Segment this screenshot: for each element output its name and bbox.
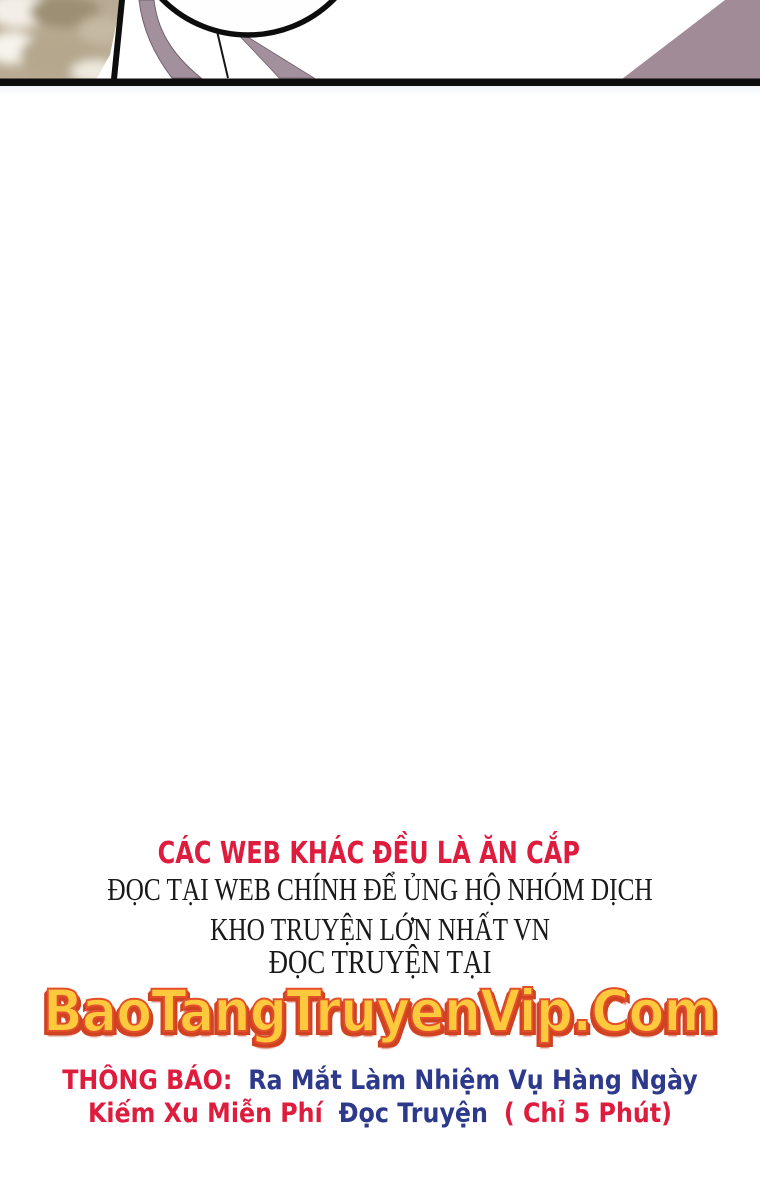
announcement-earn-coins: Kiếm Xu Miễn Phí — [87, 1098, 323, 1129]
warning-headline: CÁC WEB KHÁC ĐỀU LÀ ĂN CẮP — [157, 836, 580, 871]
announcement-message: Ra Mắt Làm Nhiệm Vụ Hàng Ngày — [248, 1065, 698, 1096]
announcement-read-story: Đọc Truyện — [338, 1098, 488, 1129]
panel-edge-fade — [0, 86, 760, 98]
warning-support-line: ĐỌC TẠI WEB CHÍNH ĐỂ ỦNG HỘ NHÓM DỊCH — [107, 871, 653, 907]
site-logo: BaoTangTruyenVip.Com — [42, 977, 718, 1045]
character-head-outline — [127, 0, 369, 35]
panel-border-bottom — [0, 79, 760, 87]
warning-largest-line: KHO TRUYỆN LỚN NHẤT VN — [210, 911, 550, 947]
announcement-duration: ( Chỉ 5 Phút) — [503, 1098, 673, 1129]
warning-read-at-line: ĐỌC TRUYỆN TẠI — [268, 944, 492, 981]
announcement-line-1 — [46, 1063, 715, 1098]
thin-art-line — [217, 31, 228, 78]
shoulder-shape — [622, 0, 760, 79]
panel-artwork — [0, 0, 760, 88]
announcement-line-2 — [46, 1096, 715, 1131]
comic-panel-fragment — [0, 0, 760, 88]
announcement-label: THÔNG BÁO: — [62, 1065, 233, 1096]
blurred-background-texture — [0, 0, 125, 84]
